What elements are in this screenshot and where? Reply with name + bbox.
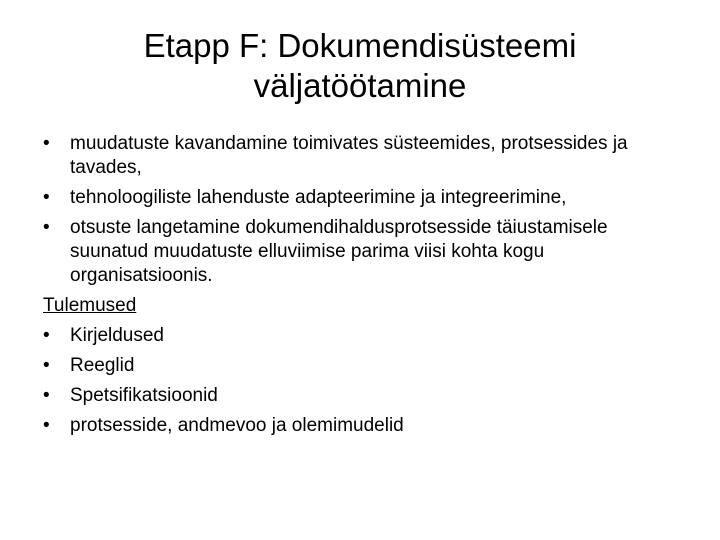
bullet-item-decisions [43, 216, 683, 288]
result-item-specifications [43, 384, 683, 408]
bullet-icon: • [43, 325, 50, 346]
bullet-item-technology [43, 186, 683, 210]
slide-title-line-2: väljatöötamine [253, 67, 467, 104]
bullet-icon: • [43, 415, 50, 436]
bullet-text: tehnoloogiliste lahenduste adapteerimine ja integreerimine, [70, 187, 567, 208]
bullet-icon: • [43, 133, 50, 154]
bullet-text: muudatuste kavandamine toimivates süsteemides, protsessides ja tavades, [70, 133, 628, 178]
result-text: Spetsifikatsioonid [70, 385, 218, 406]
bullet-icon: • [43, 355, 50, 376]
result-text: Reeglid [70, 355, 135, 376]
result-item-descriptions [43, 324, 683, 348]
bullet-text: otsuste langetamine dokumendihaldusprotsesside täiustamisele suunatud muudatuste elluviimise parima viisi kohta kogu organisatsioonis. [70, 217, 608, 286]
slide-title-line-1: Etapp F: Dokumendisüsteemi [143, 27, 577, 64]
bullet-item-changes [43, 132, 683, 180]
results-heading: Tulemused [43, 295, 137, 316]
slide-title [60, 26, 660, 106]
result-item-models [43, 414, 683, 438]
result-text: Kirjeldused [70, 325, 164, 346]
bullet-icon: • [43, 385, 50, 406]
bullet-icon: • [43, 187, 50, 208]
bullet-icon: • [43, 217, 50, 238]
slide-body [43, 132, 683, 444]
result-text: protsesside, andmevoo ja olemimudelid [70, 415, 404, 436]
result-item-rules [43, 354, 683, 378]
